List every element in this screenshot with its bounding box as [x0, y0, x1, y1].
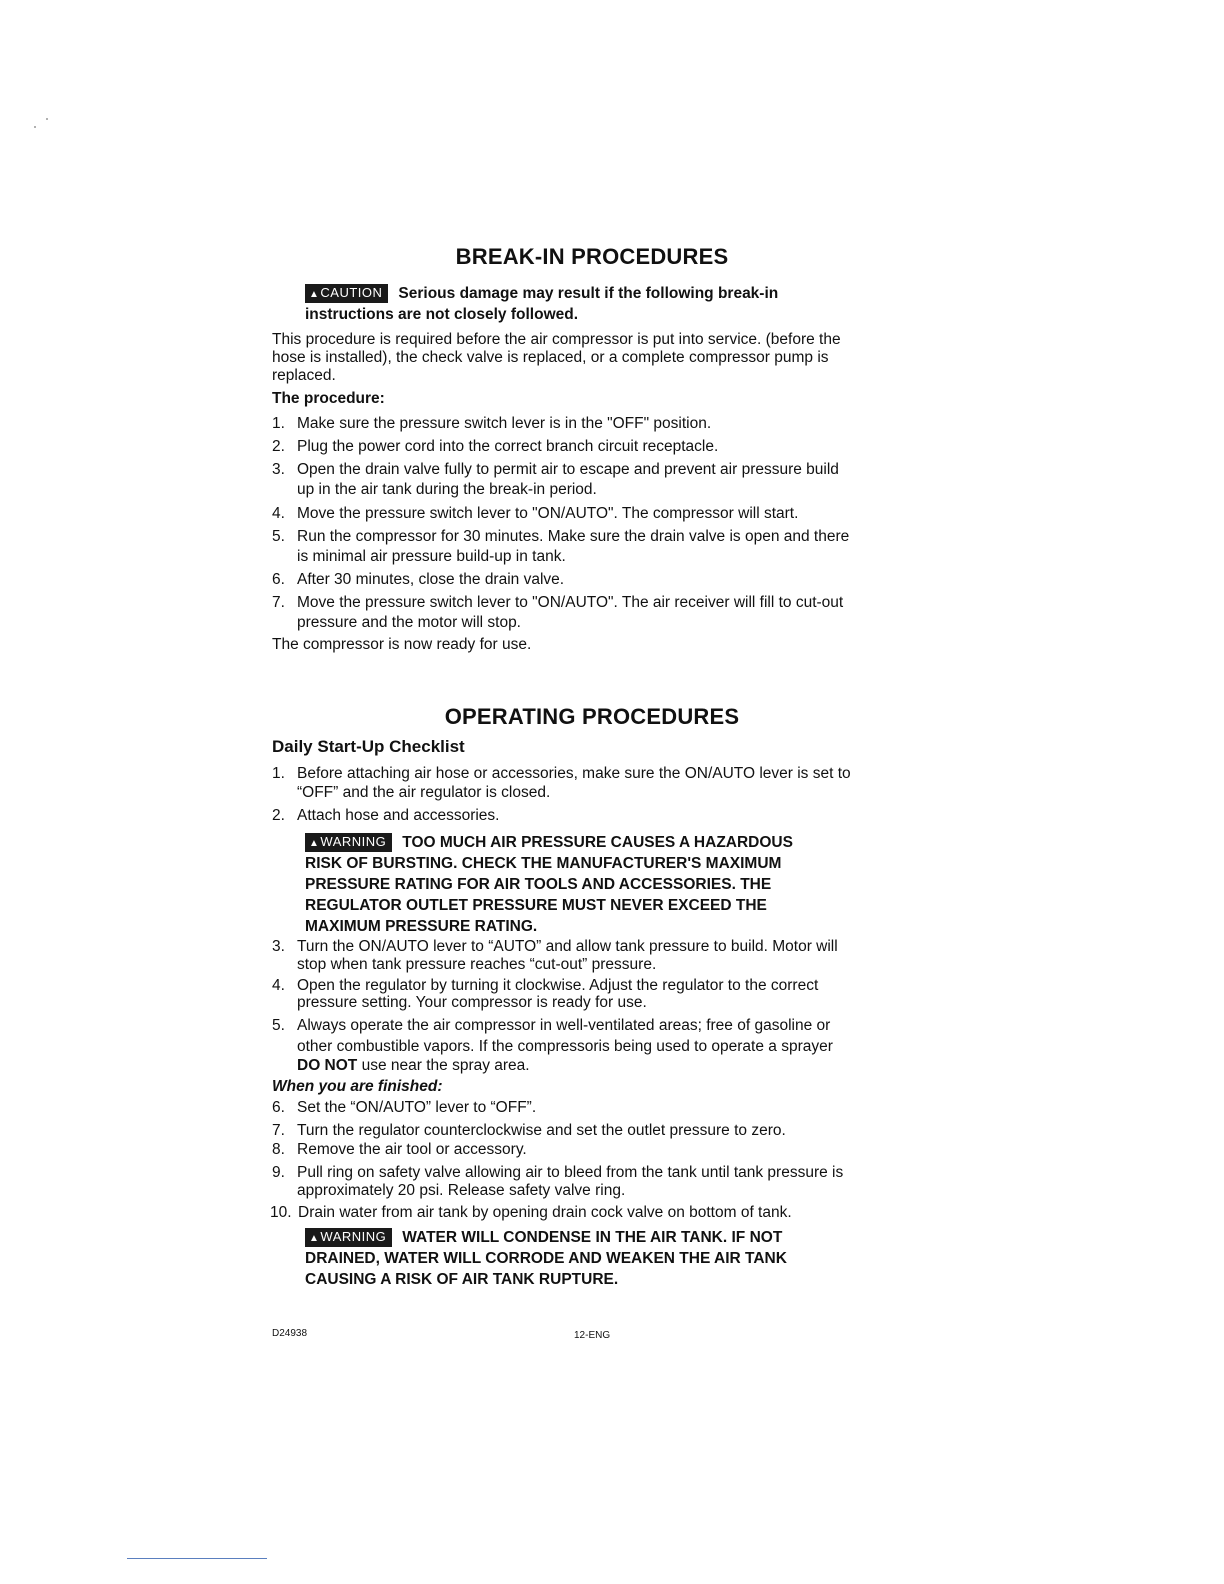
step-text: other combustible vapors. If the compressoris being used to operate a sprayer — [297, 1038, 833, 1055]
caution-badge: ▲CAUTION — [305, 284, 388, 303]
warning-badge: ▲WARNING — [305, 833, 392, 852]
warning-line: PRESSURE RATING FOR AIR TOOLS AND ACCESSORIES. THE — [305, 876, 772, 893]
warning-line: RISK OF BURSTING. CHECK THE MANUFACTURER'S MAXIMUM — [305, 855, 782, 872]
step-number: 2. — [272, 807, 285, 824]
step-text: Move the pressure switch lever to "ON/AUTO". The compressor will start. — [297, 505, 799, 522]
scan-speck — [46, 118, 48, 120]
warning-condensation: ▲WARNING WATER WILL CONDENSE IN THE AIR TANK. IF NOT — [305, 1227, 782, 1248]
step-number: 5. — [272, 528, 285, 545]
step-number: 1. — [272, 765, 285, 782]
warning-line: DRAINED, WATER WILL CORRODE AND WEAKEN THE AIR TANK — [305, 1250, 787, 1267]
caution-notice: ▲CAUTION Serious damage may result if the following break-in — [305, 284, 778, 304]
step-text: After 30 minutes, close the drain valve. — [297, 571, 565, 588]
step-text: DO NOT use near the spray area. — [297, 1057, 530, 1074]
step-text: pressure setting. Your compressor is ready for use. — [297, 994, 647, 1011]
caution-line-2: instructions are not closely followed. — [305, 306, 579, 323]
step-text: approximately 20 psi. Release safety valve ring. — [297, 1182, 626, 1199]
step-text: Remove the air tool or accessory. — [297, 1141, 527, 1158]
step-number: 4. — [272, 977, 285, 994]
step-text: stop when tank pressure reaches “cut-out” pressure. — [297, 956, 657, 973]
step-text: “OFF” and the air regulator is closed. — [297, 784, 551, 801]
step-text: Before attaching air hose or accessories, make sure the ON/AUTO lever is set to — [297, 765, 851, 782]
warning-badge: ▲WARNING — [305, 1228, 392, 1247]
step-text: Run the compressor for 30 minutes. Make sure the drain valve is open and there — [297, 528, 850, 545]
procedure-heading: The procedure: — [272, 390, 385, 407]
closing-text: The compressor is now ready for use. — [272, 636, 532, 653]
scan-speck — [34, 126, 36, 128]
step-text: Open the drain valve fully to permit air to escape and prevent air pressure build — [297, 461, 839, 478]
step-number: 7. — [272, 594, 285, 611]
step-text: Open the regulator by turning it clockwise. Adjust the regulator to the correct — [297, 977, 819, 994]
step-text: Plug the power cord into the correct branch circuit receptacle. — [297, 438, 719, 455]
operating-title: OPERATING PROCEDURES — [444, 704, 740, 729]
step-number: 3. — [272, 461, 285, 478]
step-number: 6. — [272, 571, 285, 588]
step-number: 8. — [272, 1141, 285, 1158]
warning-pressure: ▲WARNING TOO MUCH AIR PRESSURE CAUSES A HAZARDOUS — [305, 832, 793, 853]
doc-number: D24938 — [272, 1328, 308, 1339]
step-number: 2. — [272, 438, 285, 455]
step-number: 9. — [272, 1164, 285, 1181]
step-number: 5. — [272, 1017, 285, 1034]
break-in-title: BREAK-IN PROCEDURES — [455, 244, 729, 269]
step-text: Turn the regulator counterclockwise and set the outlet pressure to zero. — [297, 1122, 786, 1139]
daily-checklist-heading: Daily Start-Up Checklist — [272, 737, 465, 756]
page-label: 12-ENG — [574, 1330, 611, 1341]
warning-line: CAUSING A RISK OF AIR TANK RUPTURE. — [305, 1271, 619, 1288]
do-not-emphasis: DO NOT — [297, 1057, 358, 1074]
step-text: Pull ring on safety valve allowing air to bleed from the tank until tank pressure is — [297, 1164, 844, 1181]
alert-triangle-icon: ▲ — [309, 289, 320, 300]
step-text: Set the “ON/AUTO” lever to “OFF”. — [297, 1099, 537, 1116]
alert-triangle-icon: ▲ — [309, 1233, 320, 1244]
intro-line: replaced. — [272, 367, 336, 384]
step-number: 10. — [270, 1204, 292, 1221]
step-text: Make sure the pressure switch lever is in the "OFF" position. — [297, 415, 712, 432]
step-number: 7. — [272, 1122, 285, 1139]
alert-triangle-icon: ▲ — [309, 838, 320, 849]
divider — [127, 1558, 267, 1559]
step-text: is minimal air pressure build-up in tank. — [297, 548, 566, 565]
step-text: Always operate the air compressor in well-ventilated areas; free of gasoline or — [297, 1017, 831, 1034]
step-number: 3. — [272, 938, 285, 955]
step-text: Turn the ON/AUTO lever to “AUTO” and allow tank pressure to build. Motor will — [297, 938, 838, 955]
finished-heading: When you are finished: — [272, 1078, 443, 1095]
step-number: 6. — [272, 1099, 285, 1116]
step-text: pressure and the motor will stop. — [297, 614, 521, 631]
step-text: Drain water from air tank by opening drain cock valve on bottom of tank. — [298, 1204, 792, 1221]
step-number: 1. — [272, 415, 285, 432]
step-number: 4. — [272, 505, 285, 522]
step-text: up in the air tank during the break-in period. — [297, 481, 597, 498]
intro-line: hose is installed), the check valve is replaced, or a complete compressor pump is — [272, 349, 829, 366]
intro-line: This procedure is required before the air compressor is put into service. (before the — [272, 331, 841, 348]
step-text: Attach hose and accessories. — [297, 807, 500, 824]
step-text: Move the pressure switch lever to "ON/AUTO". The air receiver will fill to cut-out — [297, 594, 844, 611]
warning-line: REGULATOR OUTLET PRESSURE MUST NEVER EXCEED THE — [305, 897, 767, 914]
warning-line: MAXIMUM PRESSURE RATING. — [305, 918, 538, 935]
